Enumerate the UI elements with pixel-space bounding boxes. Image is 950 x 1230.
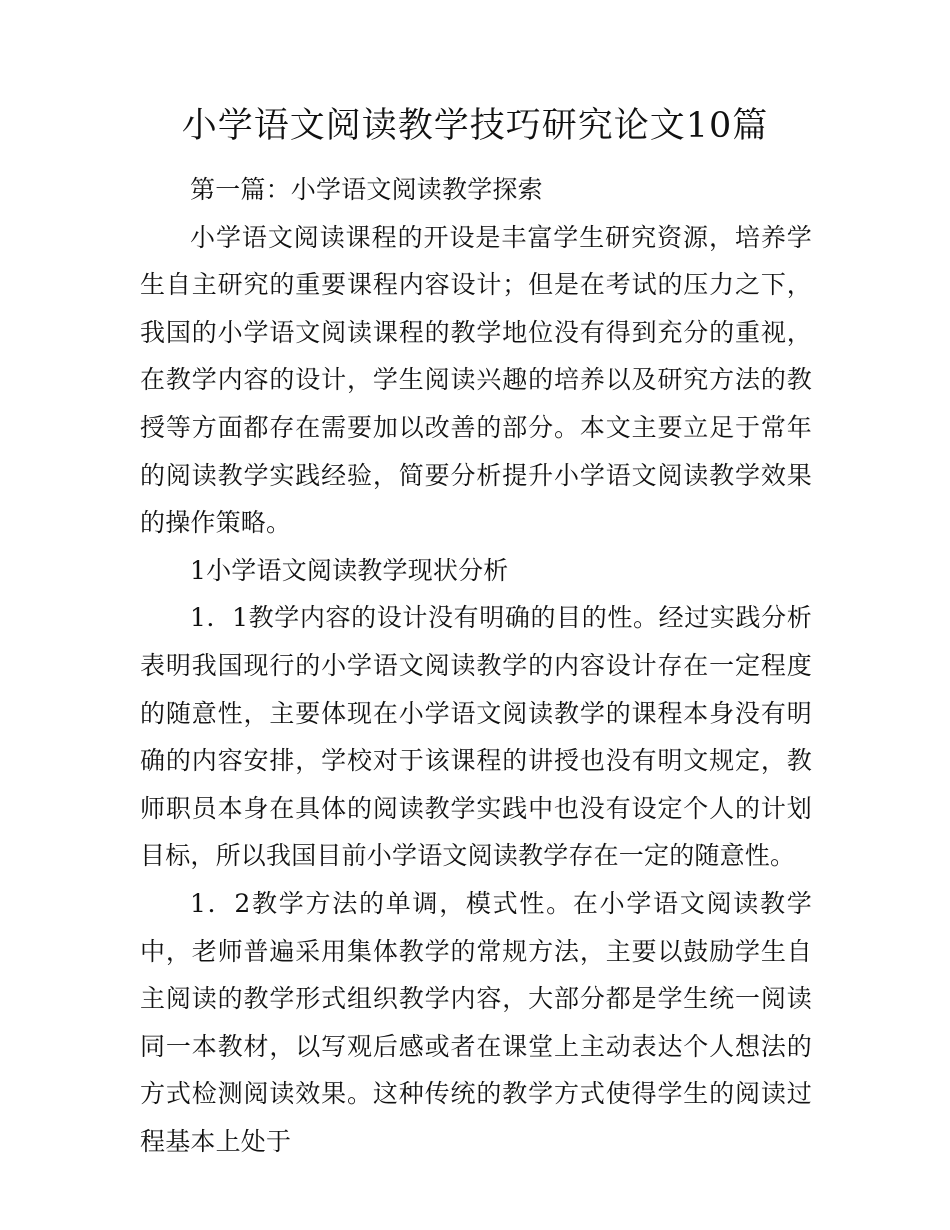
section-heading: 1小学语文阅读教学现状分析: [190, 555, 509, 585]
body-paragraph: 小学语文阅读课程的开设是丰富学生研究资源，培养学生自主研究的重要课程内容设计；但是在考试的压力之下，我国的小学语文阅读课程的教学地位没有得到充分的重视，在教学内容的设计，学生阅读兴趣的培养以及研究方法的教授等方面都存在需要加以改善的部分。本文主要立足于常年的阅读教学实践经验，简要分析提升小学语文阅读教学效果的操作策略。: [140, 222, 812, 538]
document-body: [140, 166, 812, 1165]
document-title: 小学语文阅读教学技巧研究论文10篇: [181, 106, 769, 146]
section-heading: 第一篇：小学语文阅读教学探索: [190, 175, 543, 204]
body-paragraph: 1．1教学内容的设计没有明确的目的性。经过实践分析表明我国现行的小学语文阅读教学的内容设计存在一定程度的随意性，主要体现在小学语文阅读教学的课程本身没有明确的内容安排，学校对于该课程的讲授也没有明文规定，教师职员本身在具体的阅读教学实践中也没有设定个人的计划目标，所以我国目前小学语文阅读教学存在一定的随意性。: [140, 603, 812, 871]
body-paragraph: 1．2教学方法的单调，模式性。在小学语文阅读教学中，老师普遍采用集体教学的常规方法，主要以鼓励学生自主阅读的教学形式组织教学内容，大部分都是学生统一阅读同一本教材，以写观后感或者在课堂上主动表达个人想法的方式检测阅读效果。这种传统的教学方式使得学生的阅读过程基本上处于: [140, 888, 812, 1156]
